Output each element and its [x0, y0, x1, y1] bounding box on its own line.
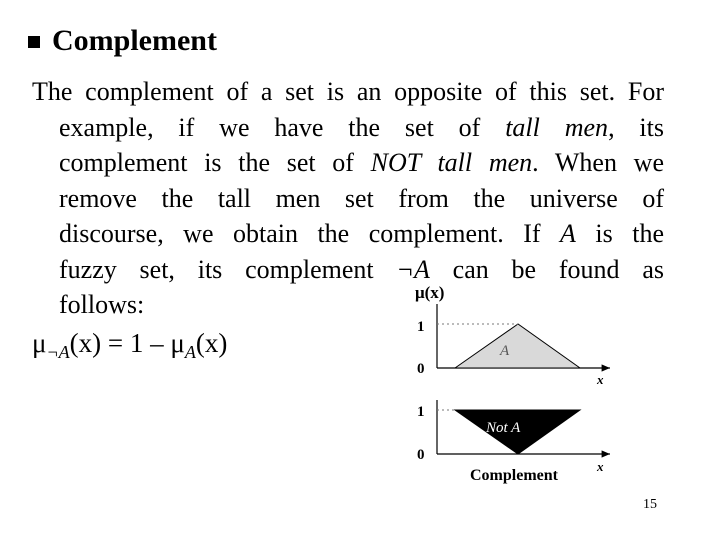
tick-1-bottom: 1	[417, 404, 425, 420]
formula-subscript-not-a: ¬A	[46, 342, 70, 362]
set-label-a: A	[500, 343, 510, 359]
italic-tall-men: tall men	[505, 112, 609, 142]
bullet-square-icon	[28, 36, 40, 48]
formula-middle: (x) = 1 –	[69, 328, 171, 358]
slide-heading	[28, 24, 217, 58]
complement-formula	[32, 328, 227, 363]
heading-text: Complement	[52, 24, 217, 57]
italic-not-a: ¬A	[396, 254, 430, 284]
para-line-1: The complement of a set is an opposite of this set. For	[32, 77, 664, 106]
x-label-bottom: x	[597, 459, 604, 474]
tick-0-top: 0	[417, 361, 425, 377]
para-line-6: fuzzy set, its complement ¬A can be found as	[59, 254, 665, 284]
page-number: 15	[643, 497, 657, 512]
italic-a: A	[560, 219, 576, 248]
para-line-3: complement is the set of NOT tall men. When we	[59, 148, 664, 177]
complement-diagram	[400, 282, 620, 487]
tick-0-bottom: 0	[417, 447, 425, 463]
para-line-7: follows:	[59, 290, 145, 319]
para-line-4: remove the tall men set from the universe of	[59, 183, 664, 213]
set-a-triangle	[455, 324, 580, 368]
mu-symbol: μ	[32, 328, 47, 358]
para-line-2: example, if we have the set of tall men, its	[59, 112, 664, 142]
tick-1-top: 1	[417, 319, 425, 335]
mu-x-label: μ(x)	[415, 283, 445, 302]
diagram-caption: Complement	[470, 467, 558, 484]
mu-symbol-2: μ	[170, 328, 185, 358]
italic-not-tall-men: NOT tall men	[370, 148, 533, 177]
formula-end: (x)	[195, 328, 228, 358]
para-line-5: discourse, we obtain the complement. If A is the	[59, 219, 664, 248]
set-label-not-a: Not A	[486, 420, 521, 436]
x-label-top: x	[597, 372, 604, 387]
formula-subscript-a: A	[184, 342, 196, 362]
